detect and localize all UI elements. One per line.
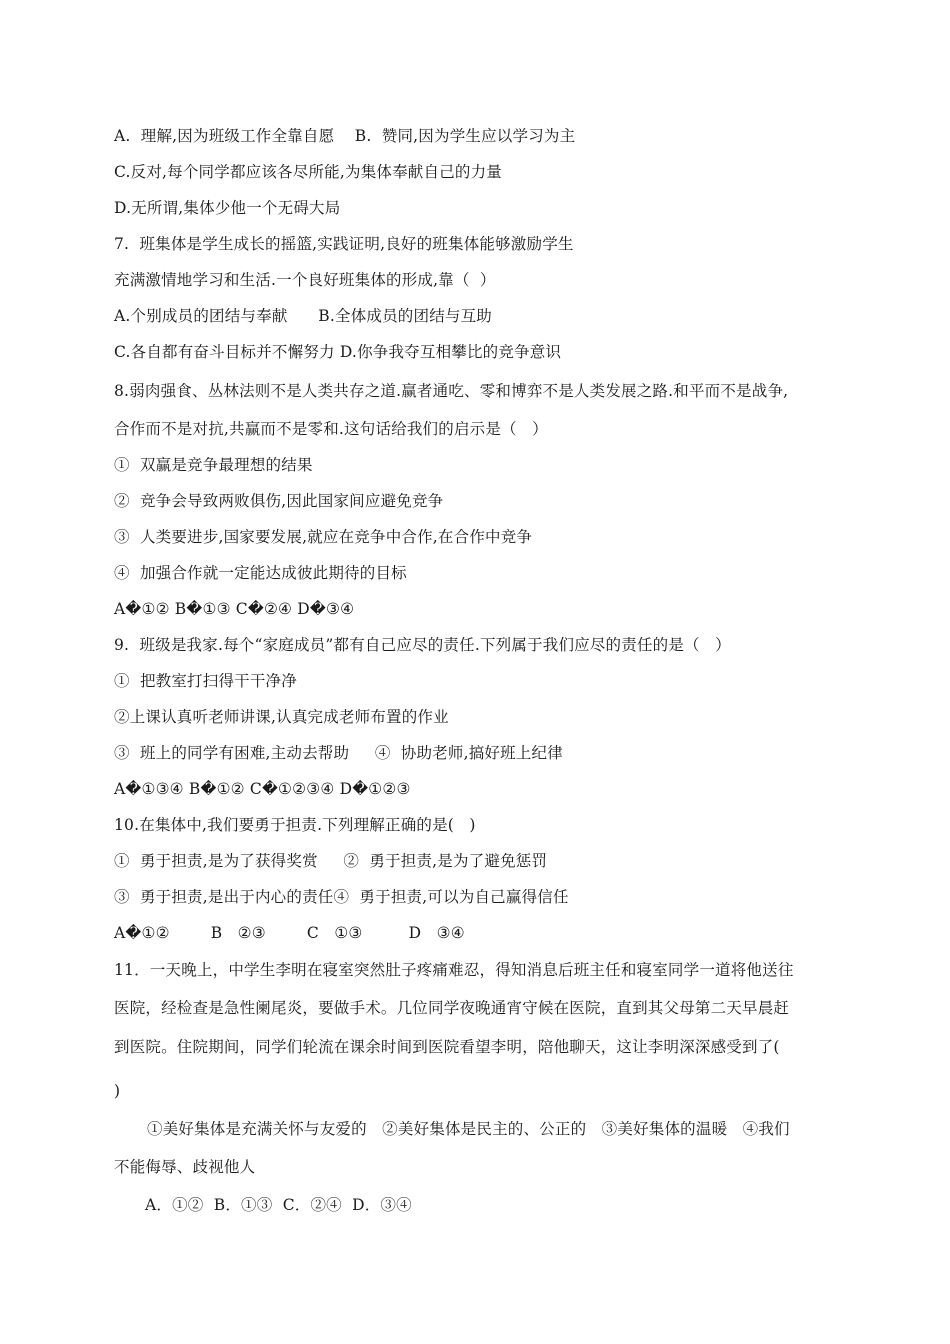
question-text: 医院，经检查是急性阑尾炎，要做手术。几位同学夜晚通宵守候在医院，直到其父母第二天早晨赶 (114, 999, 790, 1017)
statement-line: ③ 勇于担责,是出于内心的责任④ 勇于担责,可以为自己赢得信任 (114, 888, 569, 906)
option-line: C.各自都有奋斗目标并不懈努力 D.你争我夺互相攀比的竞争意识 (114, 343, 562, 361)
question-8: 8.弱肉强食、丛林法则不是人类共存之道.赢者通吃、零和博弈不是人类发展之路.和平而不是战争, (114, 382, 789, 400)
question-10: 10.在集体中,我们要勇于担责.下列理解正确的是( ) (114, 816, 476, 834)
statement-line: ③ 班上的同学有困难,主动去帮助 ④ 协助老师,搞好班上纪律 (114, 744, 563, 762)
question-text: 合作而不是对抗,共赢而不是零和.这句话给我们的启示是（ ） (114, 420, 548, 438)
question-11: 11．一天晚上，中学生李明在寝室突然肚子疼痛难忍，得知消息后班主任和寝室同学一道将他送往 (114, 961, 794, 979)
question-9: 9. 班级是我家.每个“家庭成员”都有自己应尽的责任.下列属于我们应尽的责任的是（ ） (114, 636, 731, 654)
statement-line: ①美好集体是充满关怀与友爱的 ②美好集体是民主的、公正的 ③美好集体的温暖 ④我们 (147, 1120, 790, 1138)
answer-options: A．①② B．①③ C．②④ D．③④ (145, 1196, 412, 1214)
answer-options: A�①③④ B�①② C�①②③④ D�①②③ (114, 780, 411, 798)
statement-line: ① 双赢是竞争最理想的结果 (114, 456, 313, 474)
option-line: A. 理解,因为班级工作全靠自愿 B. 赞同,因为学生应以学习为主 (114, 127, 576, 145)
option-line: C.反对,每个同学都应该各尽所能,为集体奉献自己的力量 (114, 163, 502, 181)
statement-line: ② 竞争会导致两败俱伤,因此国家间应避免竞争 (114, 492, 444, 510)
statement-line: ④ 加强合作就一定能达成彼此期待的目标 (114, 564, 407, 582)
statement-line: ③ 人类要进步,国家要发展,就应在竞争中合作,在合作中竞争 (114, 528, 533, 546)
question-text: 到医院。住院期间，同学们轮流在课余时间到医院看望李明，陪他聊天，这让李明深深感受到了( (114, 1038, 780, 1056)
statement-line: ① 勇于担责,是为了获得奖赏 ② 勇于担责,是为了避免惩罚 (114, 852, 548, 870)
question-text: ) (114, 1082, 121, 1100)
question-text: 充满激情地学习和生活.一个良好班集体的形成,靠（ ） (114, 271, 496, 289)
question-7: 7. 班集体是学生成长的摇篮,实践证明,良好的班集体能够激励学生 (114, 235, 574, 253)
statement-line: 不能侮辱、歧视他人 (114, 1158, 256, 1176)
option-line: A.个别成员的团结与奉献 B.全体成员的团结与互助 (114, 307, 493, 325)
statement-line: ① 把教室打扫得干干净净 (114, 672, 297, 690)
option-line: D.无所谓,集体少他一个无碍大局 (114, 199, 341, 217)
answer-options: A�①② B ②③ C ①③ D ③④ (114, 924, 465, 942)
answer-options: A�①② B�①③ C�②④ D�③④ (114, 600, 355, 618)
statement-line: ②上课认真听老师讲课,认真完成老师布置的作业 (114, 708, 449, 726)
